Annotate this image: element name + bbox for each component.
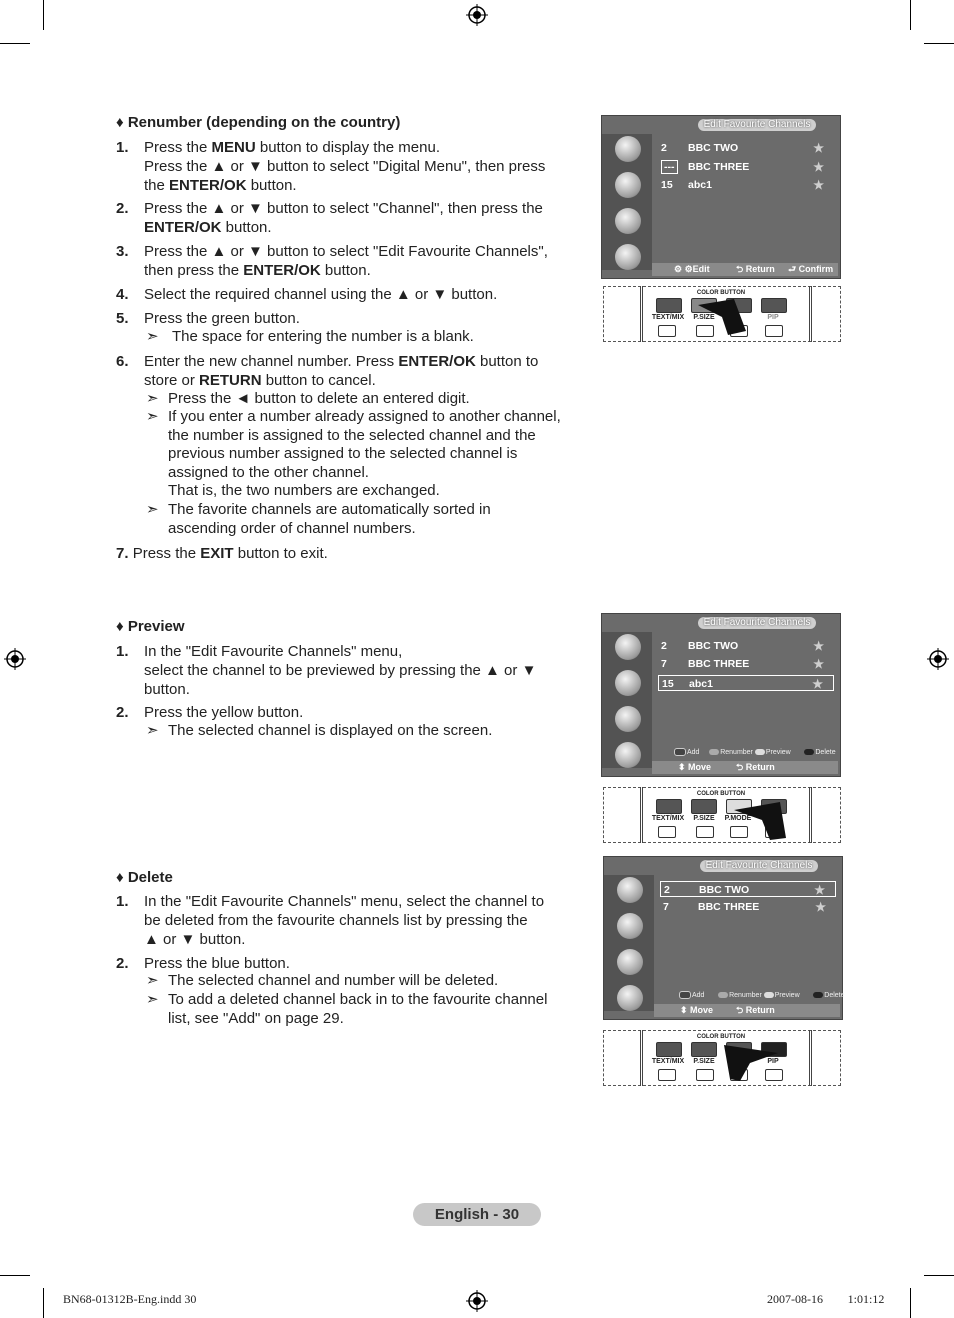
menu-sidebar xyxy=(602,632,652,768)
preview-title: ♦ Preview xyxy=(116,618,185,635)
psize-label: P.SIZE xyxy=(693,1058,715,1065)
legend-delete: Delete xyxy=(824,991,845,999)
note-arrow-icon: ➣ xyxy=(146,991,159,1008)
star-icon: ★ xyxy=(813,657,824,671)
step-line: ENTER/OK button. xyxy=(144,219,272,236)
picture-menu-icon xyxy=(615,136,641,162)
legend-renumber: Renumber xyxy=(720,748,753,756)
step-number: 2. xyxy=(116,200,129,217)
remote-color-buttons xyxy=(603,787,841,843)
channel-row-selected[interactable] xyxy=(658,675,834,691)
legend-add: Add xyxy=(692,991,705,999)
slug-file-info: BN68-01312B-Eng.indd 30 xyxy=(63,1292,197,1306)
delete-note-2b xyxy=(146,991,566,1028)
renumber-note-6b xyxy=(146,408,566,501)
small-button[interactable] xyxy=(658,325,676,337)
registration-mark-icon xyxy=(927,648,949,670)
screen-footer xyxy=(652,761,838,774)
note-arrow-icon: ➣ xyxy=(146,972,159,989)
step-line: button. xyxy=(144,681,190,698)
textmix-label: TEXT/MIX xyxy=(651,815,685,822)
channel-number: 2 xyxy=(661,142,667,154)
note-line: assigned to the other channel. xyxy=(168,463,369,481)
channel-name: abc1 xyxy=(688,179,712,191)
star-icon: ★ xyxy=(815,900,826,914)
step-number: 3. xyxy=(116,243,129,260)
renumber-step-4 xyxy=(116,285,566,304)
remote-color-buttons xyxy=(603,1030,841,1086)
note-line: previous number assigned to the selected channel is xyxy=(168,445,518,462)
channel-number: 2 xyxy=(664,884,670,896)
input-menu-icon xyxy=(615,742,641,768)
step-line: Press the yellow button. xyxy=(144,704,304,721)
crop-mark xyxy=(924,1275,954,1276)
legend-delete: Delete xyxy=(815,748,836,756)
menu-sidebar xyxy=(602,134,652,270)
renumber-step-5 xyxy=(116,309,566,328)
channel-name: BBC TWO xyxy=(688,640,739,652)
step-line: Press the green button. xyxy=(144,310,300,327)
legend-preview: Preview xyxy=(774,991,800,999)
picture-menu-icon xyxy=(615,634,641,660)
crop-mark xyxy=(43,0,44,30)
delete-note-2a xyxy=(146,972,566,991)
renumber-note-6c xyxy=(146,501,566,538)
renumber-step-7 xyxy=(116,544,566,563)
tv-screen-preview xyxy=(601,613,841,777)
note-line: The selected channel and number will be deleted. xyxy=(168,972,499,989)
note-line: The favorite channels are automatically sorted in xyxy=(168,501,491,518)
delete-step-2 xyxy=(116,954,566,973)
pointer-hand-icon xyxy=(694,297,754,337)
note-line: the number is assigned to the selected channel and the xyxy=(168,426,536,444)
channel-name: BBC TWO xyxy=(699,884,750,896)
renumber-note-5 xyxy=(146,328,566,347)
pmode-label: P.MODE xyxy=(724,815,752,822)
preview-step-1 xyxy=(116,642,566,699)
step-line: Select the required channel using the ▲ or ▼ button. xyxy=(144,286,498,303)
color-button-label: COLOR BUTTON xyxy=(696,791,746,797)
note-line: list, see "Add" on page 29. xyxy=(168,1009,344,1027)
note-line: That is, the two numbers are exchanged. xyxy=(168,482,440,499)
crop-mark xyxy=(924,43,954,44)
star-icon: ★ xyxy=(813,160,824,174)
note-arrow-icon: ➣ xyxy=(146,328,159,345)
note-line: If you enter a number already assigned to another channel, xyxy=(168,408,561,425)
screen-title: Edit Favourite Channels xyxy=(698,119,816,131)
preview-step-2 xyxy=(116,703,566,722)
channel-number: 15 xyxy=(662,678,674,690)
channel-name: BBC THREE xyxy=(688,658,750,670)
note-text: The selected channel is displayed on the screen. xyxy=(168,722,493,739)
delete-step-1 xyxy=(116,892,566,949)
channel-number: 7 xyxy=(661,658,667,670)
step-number: 4. xyxy=(116,286,129,303)
remote-color-buttons xyxy=(603,286,841,342)
step-number: 2. xyxy=(116,955,129,972)
step-number: 1. xyxy=(116,139,129,156)
color-button-label: COLOR BUTTON xyxy=(696,1034,746,1040)
color-button-label: COLOR BUTTON xyxy=(696,290,746,296)
channel-name: BBC TWO xyxy=(688,142,739,154)
step-number: 6. xyxy=(116,353,129,370)
renumber-title: ♦ Renumber (depending on the country) xyxy=(116,114,401,131)
step-line: In the "Edit Favourite Channels" menu, select the channel to xyxy=(144,893,545,910)
crop-mark xyxy=(0,43,30,44)
sound-menu-icon xyxy=(617,913,643,939)
small-button[interactable] xyxy=(658,1069,676,1081)
step-line: Enter the new channel number. Press ENTER/OK button to xyxy=(144,353,539,370)
step-number: 2. xyxy=(116,704,129,721)
star-icon: ★ xyxy=(813,141,824,155)
channel-name: BBC THREE xyxy=(688,161,750,173)
move-hint: ⬍ Move xyxy=(680,1005,714,1015)
pointer-hand-icon xyxy=(720,1039,784,1083)
step-line: Press the EXIT button to exit. xyxy=(132,545,328,562)
step-line: Press the MENU button to display the menu. xyxy=(144,139,440,156)
registration-mark-icon xyxy=(4,648,26,670)
menu-sidebar xyxy=(604,875,654,1011)
renumber-note-6a xyxy=(146,390,566,409)
star-icon: ★ xyxy=(814,883,825,897)
note-arrow-icon: ➣ xyxy=(146,501,159,518)
return-hint: ⮌ Return xyxy=(736,264,775,274)
setup-menu-icon xyxy=(615,706,641,732)
channel-number: 15 xyxy=(661,179,673,191)
renumber-step-3 xyxy=(116,242,566,280)
tv-screen-renumber xyxy=(601,115,841,279)
step-line: ▲ or ▼ button. xyxy=(144,931,246,948)
step-line: Press the ▲ or ▼ button to select "Channel", then press the xyxy=(144,200,543,217)
note-line: Press the ◄ button to delete an entered digit. xyxy=(168,390,470,407)
renumber-step-6 xyxy=(116,352,566,390)
step-line: select the channel to be previewed by pressing the ▲ or ▼ xyxy=(144,662,537,679)
note-arrow-icon: ➣ xyxy=(146,722,159,739)
note-line: ascending order of channel numbers. xyxy=(168,519,416,537)
setup-menu-icon xyxy=(615,208,641,234)
slug-timestamp: 2007-08-16 ￿￿ 1:01:12 xyxy=(767,1292,885,1306)
note-arrow-icon: ➣ xyxy=(146,408,159,425)
channel-number: 7 xyxy=(663,901,669,913)
return-hint: ⮌ Return xyxy=(736,762,775,772)
screen-title: Edit Favourite Channels xyxy=(700,860,818,872)
channel-row[interactable] xyxy=(658,656,834,672)
tv-screen-delete xyxy=(603,856,843,1020)
channel-row[interactable] xyxy=(658,140,834,156)
step-line: In the "Edit Favourite Channels" menu, xyxy=(144,643,403,660)
input-menu-icon xyxy=(617,985,643,1011)
small-button[interactable] xyxy=(696,1069,714,1081)
sound-menu-icon xyxy=(615,172,641,198)
star-icon: ★ xyxy=(813,178,824,192)
return-hint: ⮌ Return xyxy=(736,1005,775,1015)
channel-name: BBC THREE xyxy=(698,901,760,913)
pip-label: PIP xyxy=(767,314,779,321)
legend-add: Add xyxy=(687,748,700,756)
picture-menu-icon xyxy=(617,877,643,903)
note-line: To add a deleted channel back in to the favourite channel xyxy=(168,991,548,1008)
color-legend xyxy=(679,991,845,999)
green-button[interactable] xyxy=(691,799,717,814)
small-button[interactable] xyxy=(696,826,714,838)
note-arrow-icon: ➣ xyxy=(146,390,159,407)
note-text: The space for entering the number is a blank. xyxy=(172,328,474,345)
red-button[interactable] xyxy=(656,298,682,313)
psize-label: P.SIZE xyxy=(693,815,715,822)
confirm-hint: ⮐ Confirm xyxy=(788,264,834,274)
legend-preview: Preview xyxy=(765,748,791,756)
move-hint: ⬍ Move xyxy=(678,762,712,772)
star-icon: ★ xyxy=(812,677,823,691)
channel-number-entry[interactable]: --- xyxy=(661,160,678,174)
delete-title: ♦ Delete xyxy=(116,869,173,886)
step-line: then press the ENTER/OK button. xyxy=(144,262,371,279)
edit-hint: ⚙ ⚙Edit xyxy=(674,264,710,274)
color-legend xyxy=(674,748,836,756)
screen-title: Edit Favourite Channels xyxy=(698,617,816,629)
setup-menu-icon xyxy=(617,949,643,975)
step-number: 7. xyxy=(116,545,129,562)
step-line: Press the ▲ or ▼ button to select "Digital Menu", then press xyxy=(144,158,546,175)
registration-mark-icon xyxy=(466,1290,488,1312)
input-menu-icon xyxy=(615,244,641,270)
crop-mark xyxy=(910,1288,911,1318)
screen-footer xyxy=(654,1004,840,1017)
channel-number: 2 xyxy=(661,640,667,652)
legend-renumber: Renumber xyxy=(729,991,762,999)
step-line: Press the blue button. xyxy=(144,955,290,972)
channel-row[interactable] xyxy=(658,177,834,193)
channel-row-selected[interactable] xyxy=(660,881,836,897)
star-icon: ★ xyxy=(813,639,824,653)
pointer-hand-icon xyxy=(732,798,792,842)
preview-note-2 xyxy=(146,722,566,741)
step-line: Press the ▲ or ▼ button to select "Edit Favourite Channels", xyxy=(144,243,548,260)
pip-label: PIP xyxy=(767,1058,779,1065)
channel-row[interactable] xyxy=(658,638,834,654)
registration-mark-icon xyxy=(466,4,488,26)
screen-footer xyxy=(652,263,838,276)
channel-row[interactable] xyxy=(658,159,834,175)
textmix-label: TEXT/MIX xyxy=(651,1058,685,1065)
red-button[interactable] xyxy=(656,799,682,814)
step-number: 5. xyxy=(116,310,129,327)
step-line: the ENTER/OK button. xyxy=(144,177,297,194)
green-button[interactable] xyxy=(691,1042,717,1057)
crop-mark xyxy=(43,1288,44,1318)
step-line: be deleted from the favourite channels list by pressing the xyxy=(144,912,528,929)
psize-label: P.SIZE xyxy=(693,314,715,321)
channel-row[interactable] xyxy=(660,899,836,915)
sound-menu-icon xyxy=(615,670,641,696)
renumber-step-1 xyxy=(116,138,566,195)
textmix-label: TEXT/MIX xyxy=(651,314,685,321)
red-button[interactable] xyxy=(656,1042,682,1057)
step-number: 1. xyxy=(116,893,129,910)
blue-button[interactable] xyxy=(761,298,787,313)
renumber-step-2 xyxy=(116,199,566,237)
step-number: 1. xyxy=(116,643,129,660)
small-button[interactable] xyxy=(658,826,676,838)
small-button[interactable] xyxy=(765,325,783,337)
crop-mark xyxy=(0,1275,30,1276)
crop-mark xyxy=(910,0,911,30)
step-line: store or RETURN button to cancel. xyxy=(144,372,376,389)
channel-name: abc1 xyxy=(689,678,713,690)
page-number-badge: English - 30 xyxy=(413,1203,541,1226)
